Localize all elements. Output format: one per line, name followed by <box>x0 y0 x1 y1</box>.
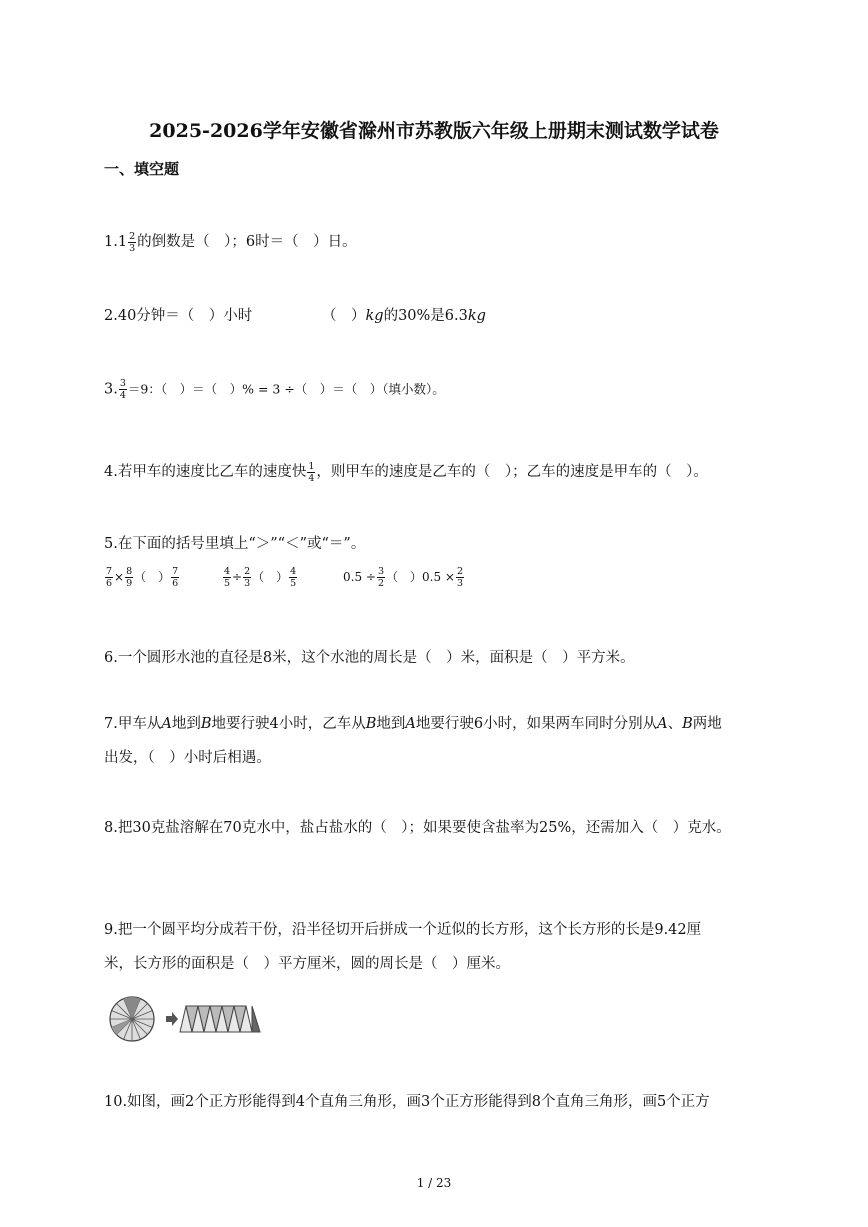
question-number: 4. <box>104 464 118 480</box>
fraction-one-quarter: $\frac{1}{4}$ <box>308 460 315 484</box>
answer-blank: （ ） <box>386 570 423 584</box>
question-number: 2. <box>104 308 118 324</box>
question-10: 10.如图，画2个正方形能得到4个直角三角形，画3个正方形能得到8个直角三角形，画5个正方 <box>104 1094 710 1110</box>
question-2-part-b: （ ）kg的30%是6.3kg <box>322 308 486 324</box>
question-3 <box>104 378 445 401</box>
question-part-a: 40分钟＝（ ）小时 <box>117 308 253 324</box>
question-number: 7. <box>104 716 118 732</box>
comparison-1: $\frac{7}{6}$ × $\frac{8}{9}$ （ ） $\frac{7}{6}$ <box>106 566 179 589</box>
question-8: 8.把30克盐溶解在70克水中，盐占盐水的（ ）；如果要使含盐率为25%，还需加入（ ）克水。 <box>104 820 731 836</box>
circle-rearrangement-diagram <box>108 996 268 1042</box>
question-1 <box>104 230 357 254</box>
question-5: 5.在下面的括号里填上“＞”“＜”或“＝”。 <box>104 536 366 552</box>
question-number: 6. <box>104 650 118 666</box>
question-7-line-2: 出发，（ ）小时后相遇。 <box>104 750 271 766</box>
fraction-two-thirds: $\frac{2}{3}$ <box>129 230 136 254</box>
page-title: 2025-2026学年安徽省滁州市苏教版六年级上册期末测试数学试卷 <box>149 120 719 142</box>
page-number: 1 / 23 <box>416 1176 452 1190</box>
question-9: 9.把一个圆平均分成若干份，沿半径切开后拼成一个近似的长方形，这个长方形的长是9.42厘 <box>104 922 702 938</box>
question-6: 6.一个圆形水池的直径是8米，这个水池的周长是（ ）米，面积是（ ）平方米。 <box>104 650 635 666</box>
circle-to-rectangle-figure <box>108 996 268 1046</box>
fraction-three-quarters: $\frac{3}{4}$ <box>119 378 126 401</box>
section-heading-fill-in: 一、填空题 <box>104 160 180 178</box>
comparison-2: $\frac{4}{5}$ ÷ $\frac{2}{3}$ （ ） $\frac{4}{5}$ <box>224 566 297 589</box>
question-number: 9. <box>104 922 118 938</box>
question-number: 5. <box>104 536 118 552</box>
answer-blank: （ ） <box>134 570 171 584</box>
question-number: 10. <box>104 1094 128 1110</box>
answer-blank: （ ） <box>252 570 289 584</box>
question-number: 8. <box>104 820 118 836</box>
question-text: ＝9：（ ）＝（ ）% = 3 ÷（ ）＝（ ）（填小数）。 <box>127 381 445 397</box>
question-2 <box>104 304 252 325</box>
question-number: 3. <box>104 381 118 398</box>
question-4: 4.若甲车的速度比乙车的速度快 $\frac{1}{4}$ ，则甲车的速度是乙车的（ ）；乙车的速度是甲车的（ ）。 <box>104 460 708 484</box>
mixed-whole: 1 <box>117 234 128 250</box>
question-9-line-2: 米，长方形的面积是（ ）平方厘米，圆的周长是（ ）厘米。 <box>104 956 510 972</box>
question-text: 的倒数是（ ）；6时＝（ ）日。 <box>137 234 357 250</box>
question-number: 1. <box>104 234 118 250</box>
question-7: 7.甲车从A地到B地要行驶4小时，乙车从B地到A地要行驶6小时，如果两车同时分别从A、B两地 <box>104 716 722 732</box>
comparison-3: 0.5 ÷ $\frac{3}{2}$ （ ）0.5 × $\frac{2}{3}$ <box>343 566 464 589</box>
